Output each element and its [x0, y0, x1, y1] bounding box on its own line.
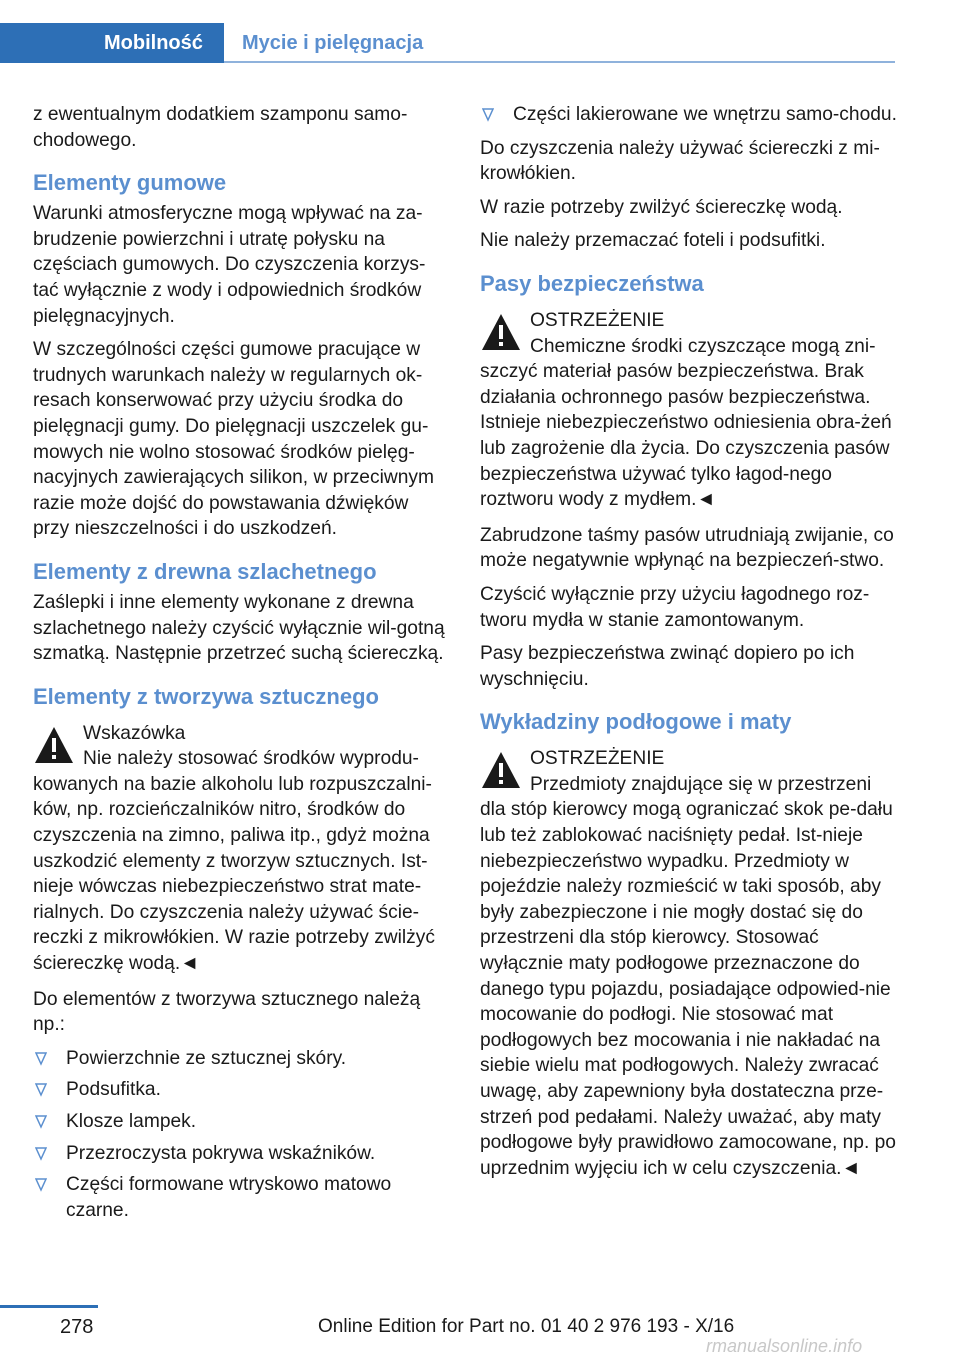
warning-box-belts: [480, 308, 898, 513]
heading-wood: Elementy z drewna szlachetnego: [33, 558, 377, 584]
list-item: Części formowane wtryskowo matowo czarne.: [33, 1172, 449, 1223]
plastic-parts-list: [33, 1046, 449, 1224]
section-tab-mobility[interactable]: Mobilność: [0, 23, 224, 63]
paragraph-wood: Zaślepki i inne elementy wykonane z drewna szlachetnego należy czyścić wyłącznie wil-gotną szmatką. Następnie przetrzeć suchą ściereczką.: [33, 591, 445, 665]
heading-plastic: Elementy z tworzywa sztucznego: [33, 683, 379, 709]
list-item: Klosze lampek.: [33, 1109, 449, 1135]
lacquered-parts-list: [480, 102, 898, 128]
header-divider: [224, 61, 895, 63]
watermark: rmanualsonline.info: [706, 1336, 863, 1356]
edition-line: Online Edition for Part no. 01 40 2 976 193 - X/16: [318, 1316, 735, 1337]
paragraph-moisten: W razie potrzeby zwilżyć ściereczkę wodą.: [480, 196, 843, 218]
paragraph-rubber-2: W szczególności części gumowe pracujące w trudnych warunkach należy w regularnych ok-resach konserwować przy użyciu środka do pielęgnacji gumy. Do pielęgnacji uszczelek gu-mowych nie wolno stosować środków pielęg-nacyjnych zawierających silikon, w przeciwnym razie może dojść do powstawania dźwięków przy nieszczelności i do uszkodzeń.: [33, 339, 434, 540]
triangle-bullet-icon: [35, 1083, 47, 1097]
triangle-bullet-icon: [35, 1052, 47, 1066]
list-item: Powierzchnie ze sztucznej skóry.: [33, 1046, 449, 1072]
note-text: Nie należy stosować środków wyprodu-kowanych na bazie alkoholu lub rozpuszczalni-ków, np. rozcieńczalników nitro, środków do czyszczenia na zimno, paliwa itp., gdyż można uszkodzić elementy z tworzyw sztucznych. Ist-nieje wówczas niebezpieczeństwo strat mate-rialnych. Do czyszczenia należy używać ście-reczki z mikrowłókien. W razie potrzeby zwilżyć ściereczkę wodą.◄: [33, 748, 435, 975]
warning-title: OSTRZEŻENIE: [530, 309, 665, 331]
warning-triangle-icon: [33, 725, 75, 765]
footer-divider: [0, 1305, 98, 1308]
triangle-bullet-icon: [35, 1178, 47, 1192]
list-item: Przezroczysta pokrywa wskaźników.: [33, 1141, 449, 1167]
paragraph-belts-3: Pasy bezpieczeństwa zwinąć dopiero po ich wyschnięciu.: [480, 643, 855, 690]
list-item: Części lakierowane we wnętrzu samo-chodu.: [480, 102, 898, 128]
triangle-bullet-icon: [35, 1147, 47, 1161]
warning-triangle-icon: [480, 312, 522, 352]
paragraph-rubber-1: Warunki atmosferyczne mogą wpływać na za-brudzenie powierzchni i utratę połysku na częściach gumowych. Do czyszczenia korzys-tać wyłącznie z wody i odpowiednich środków pielęgnacyjnych.: [33, 203, 426, 327]
warning-title: OSTRZEŻENIE: [530, 748, 665, 770]
heading-floor-mats: Wykładziny podłogowe i maty: [480, 709, 792, 735]
paragraph-belts-1: Zabrudzone taśmy pasów utrudniają zwijanie, co może negatywnie wpłynąć na bezpieczeń-stwo.: [480, 524, 894, 572]
heading-rubber: Elementy gumowe: [33, 170, 227, 196]
warning-box-mats: [480, 746, 898, 1181]
warning-triangle-icon: [480, 750, 522, 790]
paragraph-microfiber: Do czyszczenia należy używać ściereczki z mi-krowłókien.: [480, 137, 880, 185]
section-tab-washing-care[interactable]: Mycie i pielęgnacja: [242, 32, 424, 54]
note-box: [33, 721, 449, 977]
triangle-bullet-icon: [35, 1115, 47, 1129]
paragraph-intro: z ewentualnym dodatkiem szamponu samo-chodowego.: [33, 104, 408, 151]
page-number: 278: [60, 1316, 94, 1338]
right-column: [480, 102, 898, 1191]
note-title: Wskazówka: [83, 722, 186, 744]
triangle-bullet-icon: [482, 108, 494, 122]
warning-text: Przedmioty znajdujące się w przestrzeni dla stóp kierowcy mogą ograniczać skok pe-dału lub też zablokować naciśnięty pedał. Ist-nieje niebezpieczeństwo wypadku. Przedmioty w pojeździe należy rozmieścić w taki sposób, aby były zabezpieczone i nie mogły dostać się do przestrzeni dla stóp kierowcy. Stosować wyłącznie maty podłogowe przeznaczone do danego typu pojazdu, posiadające odpowied-nie mocowanie do podłogi. Nie stosować mat podłogowych bez mocowania i nie nakładać na siebie wielu mat podłogowych. Należy zwracać uwagę, aby zapewniony była dostateczna prze-strzeń pod pedałami. Należy uważać, aby maty podłogowe były prawidłowo zamocowane, np. po uprzednim wyjęciu ich w celu czyszczenia.◄: [480, 773, 896, 1179]
list-item: Podsufitka.: [33, 1077, 449, 1103]
heading-seat-belts: Pasy bezpieczeństwa: [480, 270, 704, 296]
warning-text: Chemiczne środki czyszczące mogą zni-szczyć materiał pasów bezpieczeństwa. Brak działania ochronnego pasów bezpieczeństwa. Istnieje niebezpieczeństwo odniesienia obra-żeń lub zagrożenie dla życia. Do czyszczenia pasów bezpieczeństwa używać tylko łagod-nego roztworu wody z mydłem.◄: [480, 335, 892, 511]
paragraph-belts-2: Czyścić wyłącznie przy użyciu łagodnego roz-tworu mydła w stanie zamontowanym.: [480, 583, 870, 631]
left-column: [33, 102, 449, 1231]
paragraph-plastic-list-intro: Do elementów z tworzywa sztucznego należą np.:: [33, 988, 421, 1036]
paragraph-no-soak: Nie należy przemaczać foteli i podsufitki.: [480, 230, 826, 252]
page-header: [0, 0, 960, 64]
